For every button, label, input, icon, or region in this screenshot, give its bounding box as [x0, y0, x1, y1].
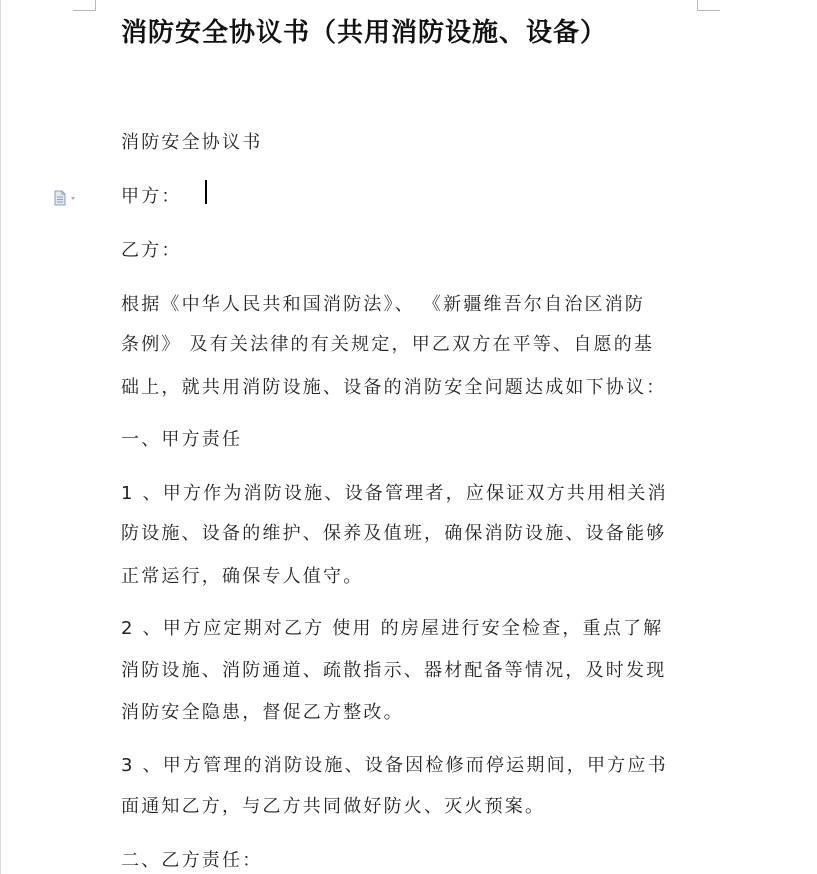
margin-corner-mark-right — [697, 0, 720, 11]
section-heading-party-b[interactable]: 二、乙方责任： — [121, 850, 263, 871]
item-1-line[interactable]: 防设施、设备的维护、保养及值班，确保消防设施、设备能够 — [121, 523, 667, 544]
section-heading-party-a[interactable]: 一、甲方责任 — [121, 429, 243, 450]
item-2-line[interactable]: 2 、甲方应定期对乙方 使用 的房屋进行安全检查，重点了解 — [121, 618, 664, 639]
page-border — [0, 0, 1, 874]
item-2-line[interactable]: 消防安全隐患，督促乙方整改。 — [121, 702, 404, 723]
margin-corner-mark-left — [73, 0, 96, 11]
party-b-line[interactable]: 乙方： — [121, 240, 182, 261]
intro-line[interactable]: 条例》 及有关法律的有关规定，甲乙双方在平等、自愿的基 — [121, 334, 655, 355]
item-2-line[interactable]: 消防设施、消防通道、疏散指示、器材配备等情况，及时发现 — [121, 660, 667, 681]
item-1-line[interactable]: 正常运行，确保专人值守。 — [121, 566, 364, 587]
item-3-line[interactable]: 面通知乙方，与乙方共同做好防火、灭火预案。 — [121, 796, 546, 817]
party-a-line[interactable]: 甲方： — [121, 186, 182, 207]
document-title[interactable]: 消防安全协议书（共用消防设施、设备） — [121, 18, 608, 48]
text-cursor — [205, 180, 207, 204]
intro-line[interactable]: 础上，就共用消防设施、设备的消防安全问题达成如下协议： — [121, 377, 667, 398]
subtitle-line[interactable]: 消防安全协议书 — [121, 132, 263, 153]
document-icon[interactable] — [53, 190, 83, 206]
item-3-line[interactable]: 3 、甲方管理的消防设施、设备因检修而停运期间，甲方应书 — [121, 755, 668, 776]
intro-line[interactable]: 根据《中华人民共和国消防法》、 《新疆维吾尔自治区消防 — [121, 294, 646, 315]
item-1-line[interactable]: 1 、甲方作为消防设施、设备管理者，应保证双方共用相关消 — [121, 483, 668, 504]
